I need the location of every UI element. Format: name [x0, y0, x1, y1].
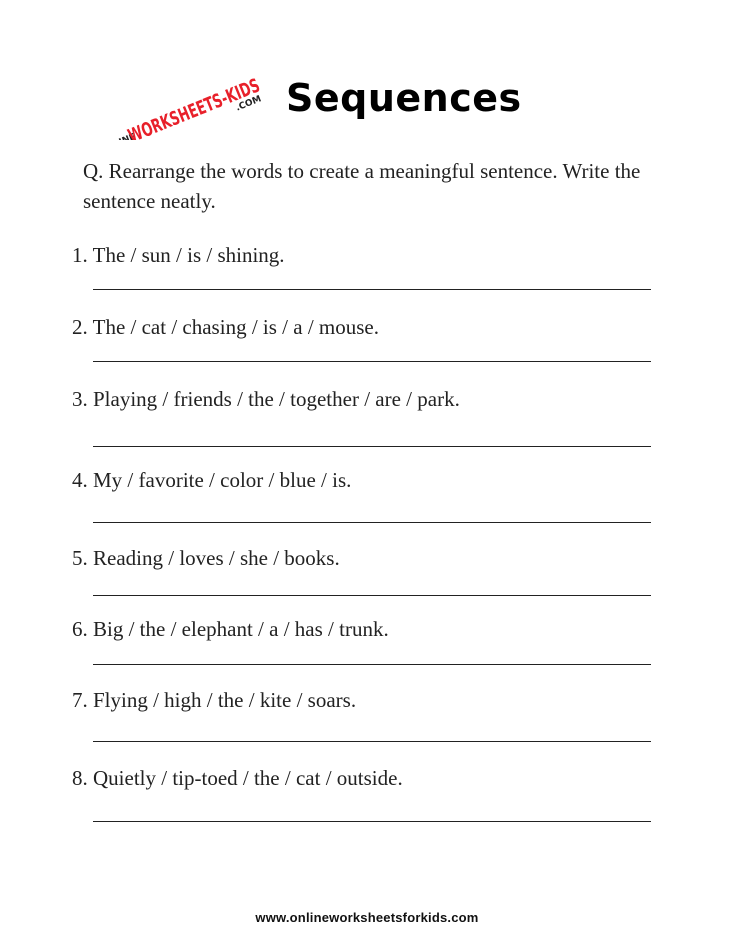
logo-com-text: .COM — [234, 94, 263, 114]
item-number: 2. — [72, 315, 88, 339]
item-words: Flying / high / the / kite / soars. — [93, 688, 357, 712]
item-words: Big / the / elephant / a / has / trunk. — [93, 617, 389, 641]
answer-line[interactable] — [93, 289, 651, 290]
answer-line[interactable] — [93, 522, 651, 523]
brand-logo — [78, 50, 273, 140]
item-number: 3. — [72, 387, 88, 411]
answer-line[interactable] — [93, 595, 651, 596]
answer-line[interactable] — [93, 446, 651, 447]
answer-line[interactable] — [93, 821, 651, 822]
item-number: 5. — [72, 546, 88, 570]
answer-line[interactable] — [93, 664, 651, 665]
item-words: Quietly / tip-toed / the / cat / outside. — [93, 766, 403, 790]
item-number: 1. — [72, 243, 88, 267]
item-words: My / favorite / color / blue / is. — [93, 468, 352, 492]
item-words: Playing / friends / the / together / are / park. — [93, 387, 460, 411]
item-number: 4. — [72, 468, 88, 492]
exercise-item — [72, 545, 340, 571]
item-number: 8. — [72, 766, 88, 790]
exercise-item — [72, 242, 285, 268]
exercise-item — [72, 467, 351, 493]
exercise-item — [72, 765, 403, 791]
item-number: 7. — [72, 688, 88, 712]
question-instructions: Q. Rearrange the words to create a meaningful sentence. Write the sentence neatly. — [83, 159, 641, 213]
exercise-item — [72, 386, 460, 412]
exercise-item — [72, 314, 379, 340]
page-title: Sequences — [286, 76, 522, 120]
item-words: The / cat / chasing / is / a / mouse. — [92, 315, 379, 339]
answer-line[interactable] — [93, 741, 651, 742]
logo-main-text: WORKSHEETS-KIDS — [124, 50, 273, 140]
exercise-item — [72, 687, 356, 713]
answer-line[interactable] — [93, 361, 651, 362]
item-words: Reading / loves / she / books. — [93, 546, 340, 570]
footer-url: www.onlineworksheetsforkids.com — [255, 910, 479, 925]
item-words: The / sun / is / shining. — [92, 243, 285, 267]
item-number: 6. — [72, 617, 88, 641]
logo-graphic — [78, 50, 273, 140]
exercise-item — [72, 616, 389, 642]
